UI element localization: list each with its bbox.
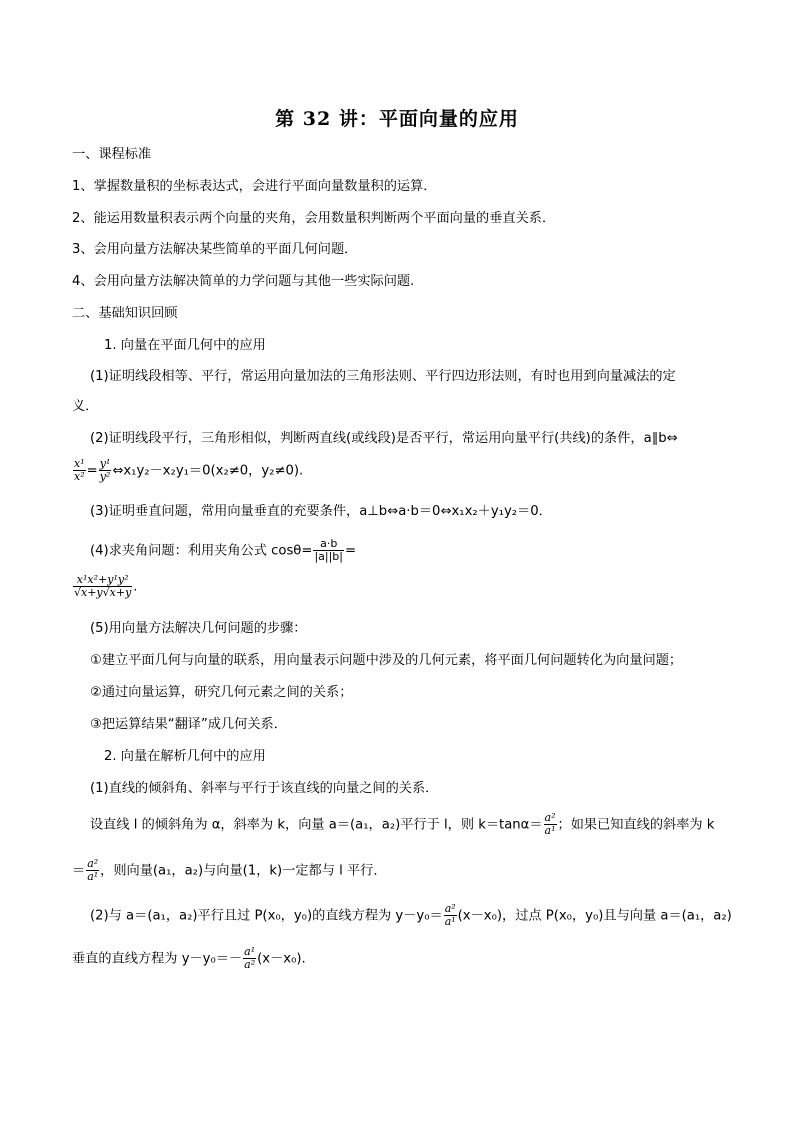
analytic-paragraph-4: (2)与 a＝(a₁，a₂)平行且过 P(x₀，y₀)的直线方程为 y－y₀＝ $\frac{\text{a²}}{\text{a¹}}$ (x－x₀)，过点 P(x₀，y₀)且与向量 a＝(a₁，a₂) [90, 902, 732, 928]
section-heading-standards: 一、课程标准 [72, 147, 152, 162]
fraction-slope-2: $\frac{\text{a²}}{\text{a¹}}$ [87, 857, 99, 883]
analytic-paragraph-2: 设直线 l 的倾斜角为 α，斜率为 k，向量 a＝(a₁，a₂)平行于 l，则 k＝tanα＝ $\frac{\text{a²}}{\text{a¹}}$ ；如果已知直线的斜率为 k [90, 811, 715, 837]
fraction-slope: $\frac{\text{a²}}{\text{a¹}}$ [544, 811, 556, 837]
paragraph-4-formula: $\frac{\text{x¹x²+y¹y²}}{√x+y√x+y}$ . [74, 573, 138, 599]
analytic-paragraph-1: (1)直线的倾斜角、斜率与平行于该直线的向量之间的关系． [90, 781, 439, 796]
standard-item-2: 2、能运用数量积表示两个向量的夹角，会用数量积判断两个平面向量的垂直关系． [72, 211, 556, 226]
fraction-x: $\frac{\text{x¹}}{\text{x²}}$ [74, 457, 85, 483]
analytic-paragraph-3: ＝ $\frac{\text{a²}}{\text{a¹}}$ ，则向量(a₁，a₂)与向量(1，k)一定都与 l 平行． [72, 857, 387, 883]
subsection-title-analytic: 2. 向量在解析几何中的应用 [104, 749, 266, 764]
page-title: 第 32 讲：平面向量的应用 [275, 108, 519, 130]
standard-item-3: 3、会用向量方法解决某些简单的平面几何问题． [72, 242, 358, 257]
fraction-line-eq: $\frac{\text{a²}}{\text{a¹}}$ [444, 902, 456, 928]
standard-item-1: 1、掌握数量积的坐标表达式，会进行平面向量数量积的运算． [72, 179, 437, 194]
paragraph-2a: (2)证明线段平行，三角形相似，判断两直线(或线段)是否平行，常运用向量平行(共线)的条件，a∥b⇔ [90, 431, 678, 446]
section-heading-review: 二、基础知识回顾 [72, 306, 178, 321]
analytic-paragraph-5: 垂直的直线方程为 y－y₀＝－ $\frac{\text{a¹}}{\text{a²}}$ (x－x₀). [72, 945, 306, 971]
fraction-cos: $\frac{a\cdot b}{|a||b|}$ [314, 537, 343, 563]
paragraph-3: (3)证明垂直问题，常用向量垂直的充要条件，a⊥b⇔a·b＝0⇔x₁x₂＋y₁y₂＝0． [90, 504, 552, 519]
fraction-angle-formula: $\frac{\text{x¹x²+y¹y²}}{√x+y√x+y}$ [74, 573, 132, 599]
fraction-y: $\frac{\text{y¹}}{\text{y²}}$ [99, 457, 111, 483]
step-3: ③把运算结果“翻译”成几何关系． [90, 717, 287, 732]
standard-item-4: 4、会用向量方法解决简单的力学问题与其他一些实际问题. [72, 274, 415, 289]
step-2: ②通过向量运算，研究几何元素之间的关系； [90, 685, 353, 700]
step-1: ①建立平面几何与向量的联系，用向量表示问题中涉及的几何元素，将平面几何问题转化为向量问题； [90, 653, 683, 668]
paragraph-2b: $\frac{\text{x¹}}{\text{x²}}$ = $\frac{\text{y¹}}{\text{y²}}$ ⇔x₁y₂－x₂y₁＝0(x₂≠0，y₂≠0). [74, 457, 304, 483]
paragraph-1a: (1)证明线段相等、平行，常运用向量加法的三角形法则、平行四边形法则，有时也用到向量减法的定 [90, 369, 676, 384]
paragraph-1b: 义． [72, 399, 99, 414]
paragraph-5: (5)用向量方法解决几何问题的步骤： [90, 621, 307, 636]
subsection-title-geometry: 1. 向量在平面几何中的应用 [104, 338, 266, 353]
fraction-perpendicular: $\frac{\text{a¹}}{\text{a²}}$ [244, 945, 256, 971]
paragraph-4: (4)求夹角问题：利用夹角公式 cosθ= $\frac{a\cdot b}{|a||b|}$ = [90, 537, 357, 563]
